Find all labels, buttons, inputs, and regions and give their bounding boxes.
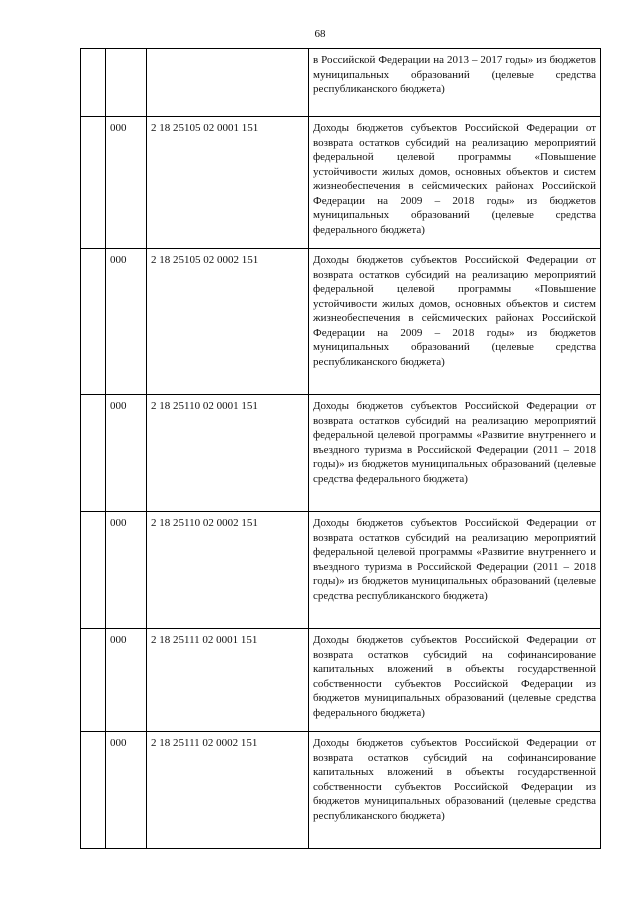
table-row	[81, 249, 601, 395]
blank-cell	[81, 395, 106, 512]
table-row	[81, 49, 601, 117]
admin-code-cell: 000	[106, 117, 147, 249]
admin-code-cell: 000	[106, 732, 147, 849]
budget-classification-table	[80, 48, 601, 849]
budget-code-cell: 2 18 25111 02 0002 151	[147, 732, 309, 849]
description-cell: Доходы бюджетов субъектов Российской Федерации от возврата остатков субсидий на софинансирование капитальных вложений в объекты государственной собственности субъектов Российской Федерации из бюджетов муниципальных образований (целевые средства федерального бюджета)	[309, 629, 601, 732]
blank-cell	[81, 629, 106, 732]
admin-code-cell: 000	[106, 395, 147, 512]
budget-code-cell: 2 18 25110 02 0002 151	[147, 512, 309, 629]
admin-code-cell	[106, 49, 147, 117]
budget-code-cell: 2 18 25105 02 0002 151	[147, 249, 309, 395]
description-cell: Доходы бюджетов субъектов Российской Федерации от возврата остатков субсидий на софинансирование капитальных вложений в объекты государственной собственности субъектов Российской Федерации из бюджетов муниципальных образований (целевые средства республиканского бюджета)	[309, 732, 601, 849]
table-row	[81, 512, 601, 629]
blank-cell	[81, 512, 106, 629]
blank-cell	[81, 732, 106, 849]
description-cell: Доходы бюджетов субъектов Российской Федерации от возврата остатков субсидий на реализацию мероприятий федеральной целевой программы «Повышение устойчивости жилых домов, основных объектов и систем жизнеобеспечения в сейсмических районах Российской Федерации на 2009 – 2018 годы» из бюджетов муниципальных образований (целевые средства федерального бюджета)	[309, 117, 601, 249]
admin-code-cell: 000	[106, 629, 147, 732]
budget-code-cell	[147, 49, 309, 117]
description-cell: Доходы бюджетов субъектов Российской Федерации от возврата остатков субсидий на реализацию мероприятий федеральной целевой программы «Развитие внутреннего и въездного туризма в Российской Федерации (2011 – 2018 годы)» из бюджетов муниципальных образований (целевые средства федерального бюджета)	[309, 395, 601, 512]
budget-code-cell: 2 18 25111 02 0001 151	[147, 629, 309, 732]
blank-cell	[81, 249, 106, 395]
admin-code-cell: 000	[106, 512, 147, 629]
table-row	[81, 629, 601, 732]
table-row	[81, 395, 601, 512]
table-row	[81, 732, 601, 849]
description-cell: в Российской Федерации на 2013 – 2017 годы» из бюджетов муниципальных образований (целевые средства республиканского бюджета)	[309, 49, 601, 117]
page-number: 68	[314, 28, 326, 40]
blank-cell	[81, 49, 106, 117]
budget-code-cell: 2 18 25105 02 0001 151	[147, 117, 309, 249]
table-row	[81, 117, 601, 249]
description-cell: Доходы бюджетов субъектов Российской Федерации от возврата остатков субсидий на реализацию мероприятий федеральной целевой программы «Развитие внутреннего и въездного туризма в Российской Федерации (2011 – 2018 годы)» из бюджетов муниципальных образований (целевые средства республиканского бюджета)	[309, 512, 601, 629]
blank-cell	[81, 117, 106, 249]
description-cell: Доходы бюджетов субъектов Российской Федерации от возврата остатков субсидий на реализацию мероприятий федеральной целевой программы «Повышение устойчивости жилых домов, основных объектов и систем жизнеобеспечения в сейсмических районах Российской Федерации на 2009 – 2018 годы» из бюджетов муниципальных образований (целевые средства республиканского бюджета)	[309, 249, 601, 395]
budget-code-cell: 2 18 25110 02 0001 151	[147, 395, 309, 512]
admin-code-cell: 000	[106, 249, 147, 395]
